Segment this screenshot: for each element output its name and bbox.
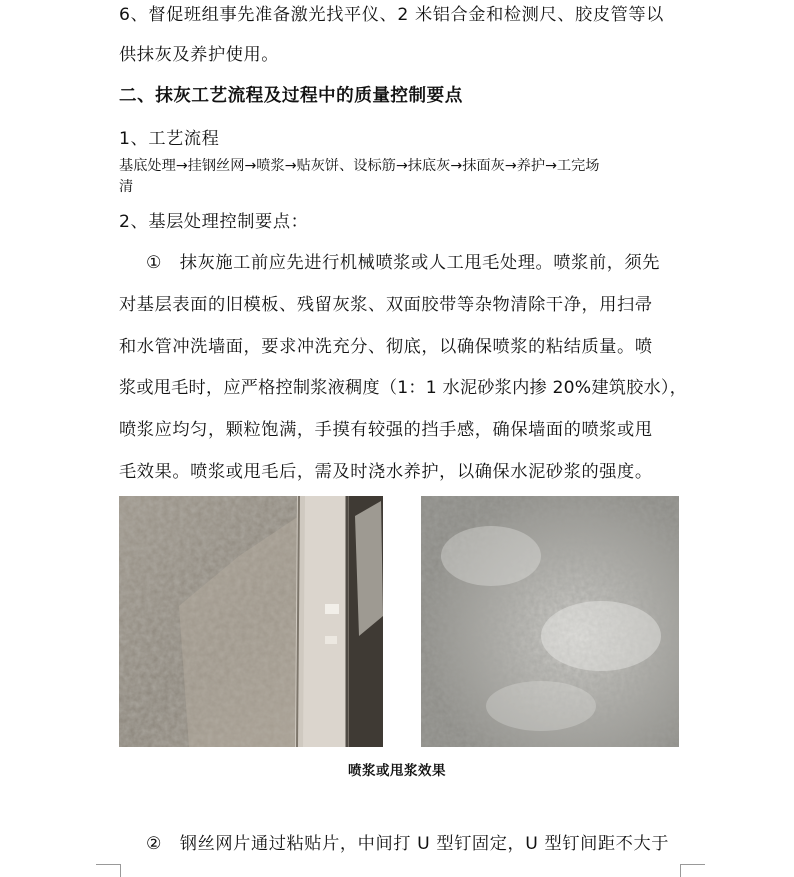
page-corner-mark-right — [680, 864, 705, 877]
para1-line6: 毛效果。喷浆或甩毛后，需及时浇水养护，以确保水泥砂浆的强度。 — [119, 462, 653, 482]
para1-line1: ① 抹灰施工前应先进行机械喷浆或人工甩毛处理。喷浆前，须先 — [146, 253, 661, 273]
para1-line4: 浆或甩毛时，应严格控制浆液稠度（1：1 水泥砂浆内掺 20%建筑胶水）， — [119, 378, 688, 398]
spray-effect-photo-right — [421, 496, 679, 747]
para1-line5: 喷浆应均匀，颗粒饱满，手摸有较强的挡手感，确保墙面的喷浆或甩 — [119, 420, 653, 440]
base-treatment-title: 2、基层处理控制要点： — [119, 212, 309, 232]
photo-caption: 喷浆或甩浆效果 — [348, 763, 446, 779]
spray-effect-photo-left — [119, 496, 383, 747]
para1-line2: 对基层表面的旧模板、残留灰浆、双面胶带等杂物清除干净，用扫帚 — [119, 295, 653, 315]
para2-line1: ② 钢丝网片通过粘贴片，中间打 U 型钉固定，U 型钉间距不大于 — [146, 834, 670, 854]
para1-line3: 和水管冲洗墙面，要求冲洗充分、彻底，以确保喷浆的粘结质量。喷 — [119, 337, 653, 357]
process-flow-line2: 清 — [119, 179, 134, 195]
item6-line2: 供抹灰及养护使用。 — [119, 45, 280, 65]
item6-line1: 6、督促班组事先准备激光找平仪、2 米铝合金和检测尺、胶皮管等以 — [119, 5, 664, 25]
section-heading: 二、抹灰工艺流程及过程中的质量控制要点 — [119, 86, 463, 106]
process-flow-line1: 基底处理→挂钢丝网→喷浆→贴灰饼、设标筋→抹底灰→抹面灰→养护→工完场 — [119, 158, 600, 174]
process-title: 1、工艺流程 — [119, 129, 220, 149]
page-corner-mark-left — [96, 864, 121, 877]
